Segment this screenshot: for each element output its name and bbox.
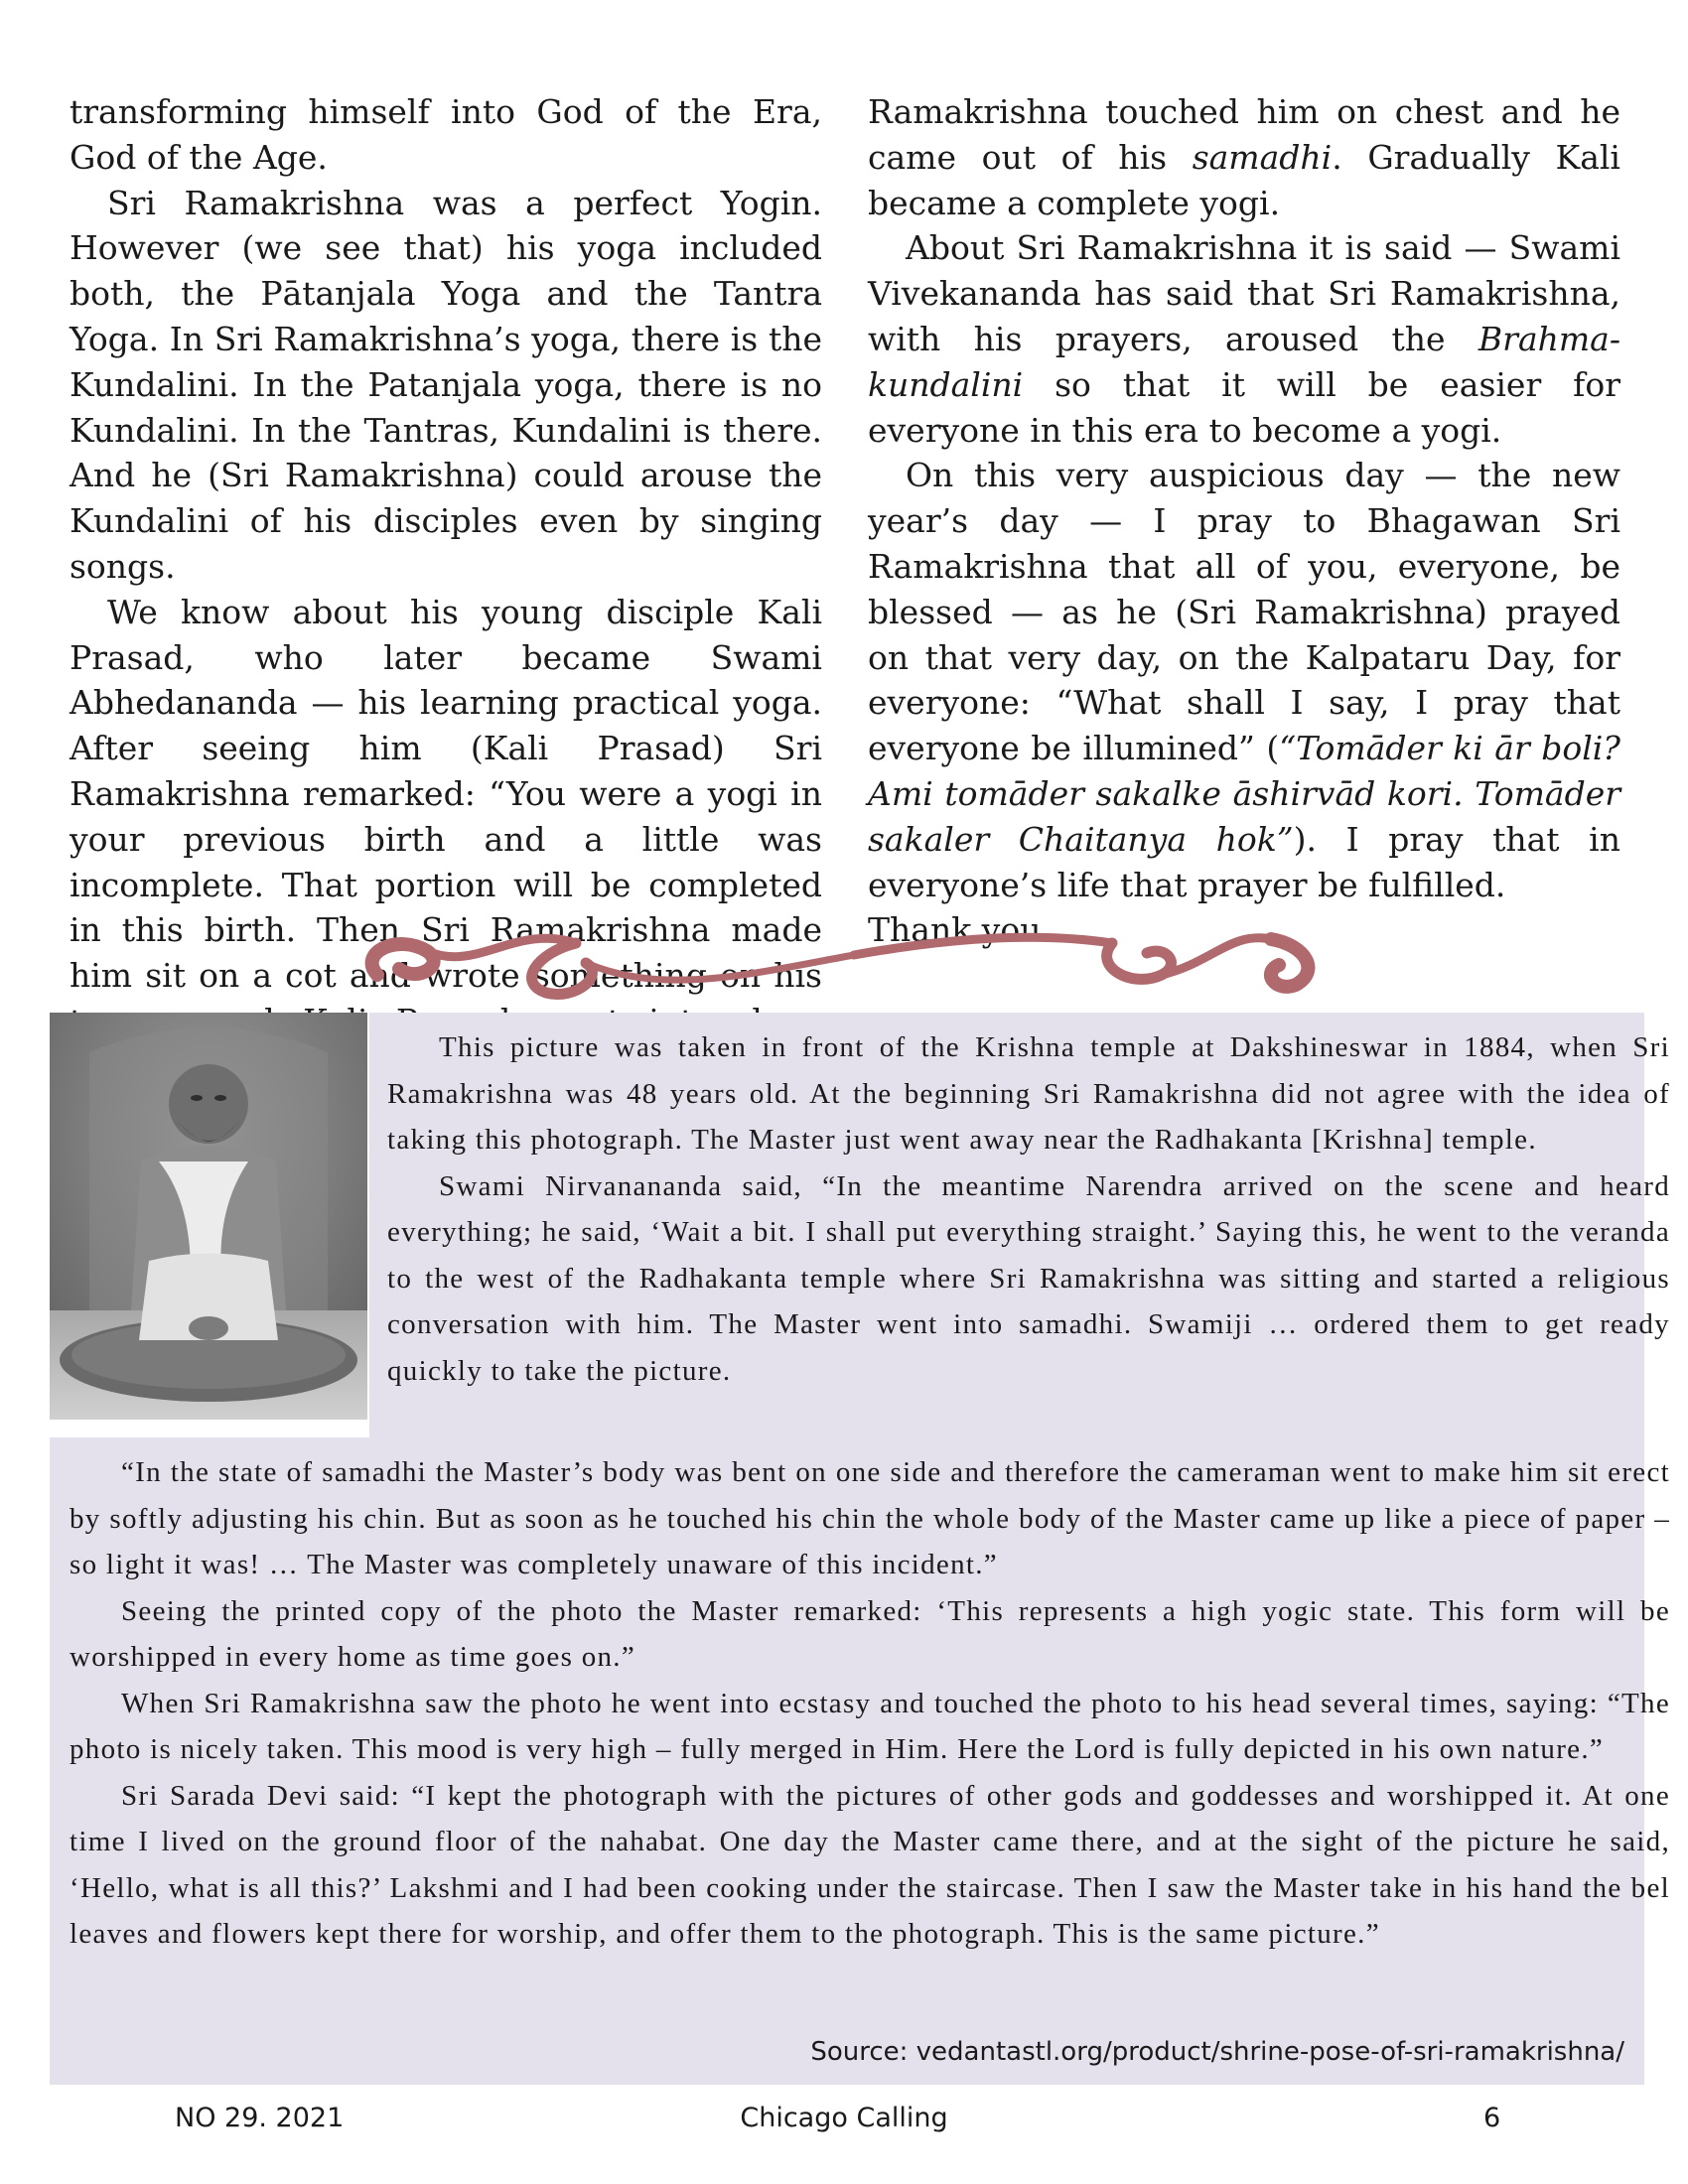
paragraph: Sri Ramakrishna was a perfect Yogin. However (we see that) his yoga included both, the Pātanjala Yoga and the Tantra Yoga. In Sri Ramakrishna’s yoga, there is the Kundalini. In the Patanjala yoga, there is no Kundalini. In the Tantras, Kundalini is there. And he (Sri Ramakrishna) could arouse the Kundalini of his disciples even by singing songs. [70, 183, 822, 586]
scroll-flourish-ornament-icon [338, 913, 1350, 1003]
caption-paragraph: Sri Sarada Devi said: “I kept the photograph with the pictures of other gods and goddesses and worshipped it. At one time I lived on the ground floor of the nahabat. One day the Master came there, and at the sight of the picture he said, ‘Hello, what is all this?’ Lakshmi and I had been cooking under the staircase. Then I saw the Master take in his hand the bel leaves and flowers kept there for worship, and offer them to the photograph. This is the same picture.” [70, 1779, 1670, 1950]
caption-paragraph: Seeing the printed copy of the photo the Master remarked: ‘This represents a high yogic state. This form will be worshipped in every home as time goes on.” [70, 1594, 1670, 1673]
footer-page-number: 6 [1483, 2103, 1501, 2133]
text-run: . Gradually Kali became a complete yogi. [868, 137, 1620, 222]
text-run: so that it will be easier for everyone in this era to become a yogi. [868, 364, 1620, 450]
caption-paragraph: When Sri Ramakrishna saw the photo he went into ecstasy and touched the photo to his head several times, saying: “The photo is nicely taken. This mood is very high – fully merged in Him. Here the Lord is fully depicted in his own nature.” [70, 1687, 1670, 1765]
paragraph [868, 89, 1620, 225]
text-run: On this very auspicious day — the new year’s day — I pray to Bhagawan Sri Ramakrishna that all of you, everyone, be blessed — as he (Sri Ramakrishna) prayed on that very day, on the Kalpataru Day, for everyone: “What shall I say, I pray that everyone be illumined” ( [868, 456, 1620, 768]
photo-caption-box [50, 1013, 1670, 2085]
photo-frame [50, 1013, 369, 1437]
text-run: ). I pray that in everyone’s life that prayer be fulfilled. [868, 819, 1620, 904]
footer-publication: Chicago Calling [740, 2103, 948, 2133]
caption-paragraph: “In the state of samadhi the Master’s body was bent on one side and therefore the cameraman went to make him sit erect by softly adjusting his chin. But as soon as he touched his chin the whole body of the Master came up like a piece of paper – so light it was! … The Master was completely unaware of this incident.” [70, 1456, 1670, 1580]
source-citation: Source: vedantastl.org/product/shrine-pose-of-sri-ramakrishna/ [810, 2037, 1624, 2067]
article-column-right [868, 89, 1620, 953]
photo-caption-bottom [70, 1449, 1670, 1958]
italic-quote: “Tomāder ki ār boli? Ami tomāder sakalke āshirvād kori. Tomāder sakaler Chaitanya hok” [868, 729, 1620, 859]
closing-line: Thank you [868, 910, 1042, 950]
italic-term: samadhi [1192, 137, 1333, 177]
italic-term: Brahma-kundalini [868, 319, 1620, 404]
seated-yogi-photograph-icon [50, 1013, 367, 1420]
photo-caption-top [387, 1024, 1670, 1394]
caption-paragraph: This picture was taken in front of the Krishna temple at Dakshineswar in 1884, when Sri Ramakrishna was 48 years old. At the beginning Sri Ramakrishna did not agree with the idea of taking this photograph. The Master just went away near the Radhakanta [Krishna] temple. [387, 1031, 1670, 1156]
paragraph [868, 225, 1620, 453]
footer-issue: NO 29. 2021 [175, 2103, 345, 2133]
text-run: Ramakrishna touched him on chest and he came out of his [868, 92, 1620, 177]
text-run: About Sri Ramakrishna it is said — Swami Vivekananda has said that Sri Ramakrishna, with his prayers, aroused the [868, 228, 1620, 358]
text-run: We know about his young disciple Kali Prasad, who later became Swami Abhedananda — his learning practical yoga. After seeing him (Kali Prasad) Sri Ramakrishna remarked: “You were a yogi in your previous birth and a little was incomplete. That portion will be completed in this birth. Then Sri Ramakrishna made him sit on a cot and wrote something on his [70, 592, 822, 996]
paragraph: transforming himself into God of the Era, God of the Age. [70, 92, 822, 177]
caption-paragraph: Swami Nirvanananda said, “In the meantime Narendra arrived on the scene and heard everything; he said, ‘Wait a bit. I shall put everything straight.’ Saying this, he went to the veranda to the west of the Radhakanta temple where Sri Ramakrishna was sitting and started a religious conversation with him. The Master went into samadhi. Swamiji … ordered them to get ready quickly to take the picture. [387, 1169, 1670, 1387]
paragraph [868, 453, 1620, 907]
